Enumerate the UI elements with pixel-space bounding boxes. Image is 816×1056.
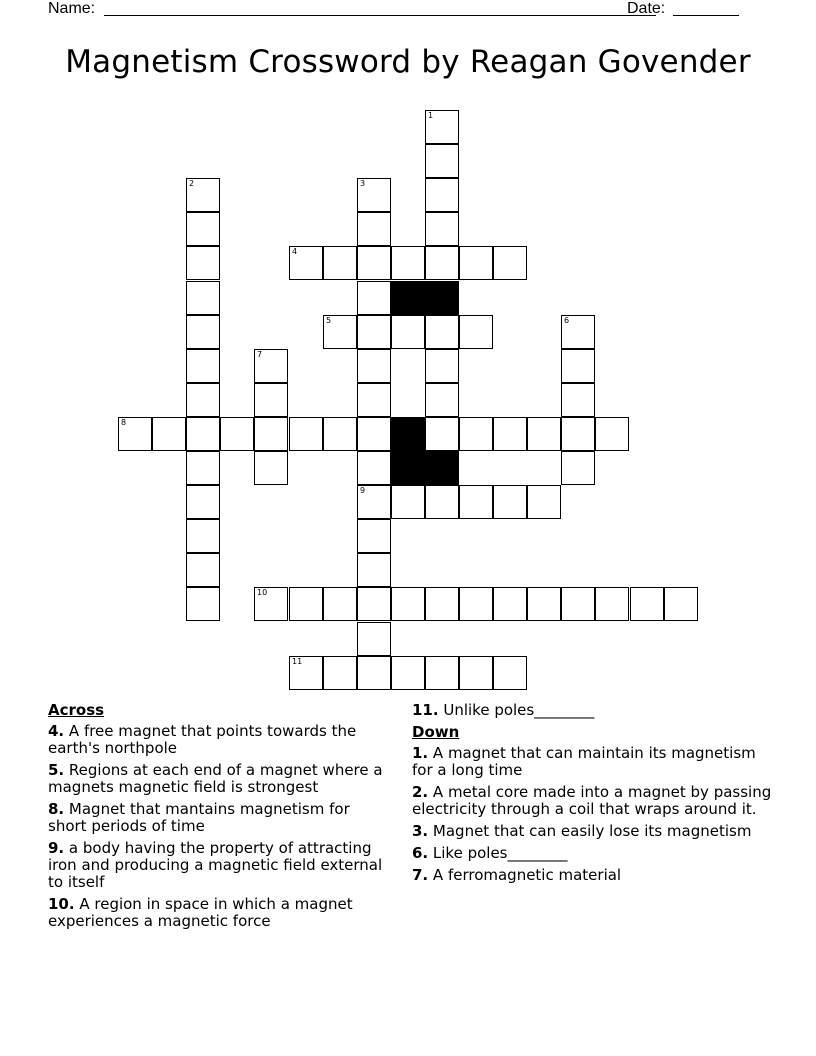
grid-cell[interactable] bbox=[425, 315, 459, 349]
clue-item bbox=[412, 702, 772, 719]
grid-cell[interactable] bbox=[391, 246, 425, 280]
grid-cell[interactable] bbox=[425, 178, 459, 212]
grid-cell[interactable] bbox=[493, 656, 527, 690]
grid-cell[interactable] bbox=[289, 656, 323, 690]
grid-cell[interactable] bbox=[357, 553, 391, 587]
clue-number-label: 6 bbox=[564, 316, 570, 325]
clue-item bbox=[412, 745, 772, 779]
grid-cell[interactable] bbox=[186, 417, 220, 451]
grid-cell[interactable] bbox=[357, 212, 391, 246]
clue-number-label: 9 bbox=[360, 486, 366, 495]
grid-cell[interactable] bbox=[493, 417, 527, 451]
clue-number: 8. bbox=[48, 800, 65, 818]
grid-cell[interactable] bbox=[357, 417, 391, 451]
grid-cell[interactable] bbox=[561, 417, 595, 451]
clue-item bbox=[48, 762, 393, 796]
clue-number-label: 8 bbox=[121, 418, 127, 427]
grid-cell[interactable] bbox=[425, 383, 459, 417]
clue-item bbox=[48, 840, 393, 891]
grid-cell[interactable] bbox=[186, 451, 220, 485]
grid-cell[interactable] bbox=[391, 656, 425, 690]
grid-cell[interactable] bbox=[186, 553, 220, 587]
grid-cell-blocked bbox=[425, 281, 459, 315]
grid-cell-blocked bbox=[391, 281, 425, 315]
clue-number: 5. bbox=[48, 761, 65, 779]
clue-number: 3. bbox=[412, 822, 429, 840]
grid-cell[interactable] bbox=[425, 110, 459, 144]
down-clue-list bbox=[412, 745, 772, 884]
grid-cell[interactable] bbox=[595, 417, 629, 451]
clue-item bbox=[48, 723, 393, 757]
grid-cell[interactable] bbox=[527, 417, 561, 451]
grid-cell[interactable] bbox=[186, 315, 220, 349]
clue-item bbox=[412, 823, 772, 840]
grid-cell[interactable] bbox=[561, 587, 595, 621]
grid-cell[interactable] bbox=[323, 315, 357, 349]
grid-cell[interactable] bbox=[459, 656, 493, 690]
grid-cell[interactable] bbox=[425, 587, 459, 621]
clue-text: A region in space in which a magnet experiences a magnetic force bbox=[48, 895, 353, 930]
grid-cell[interactable] bbox=[118, 417, 152, 451]
clue-number-label: 2 bbox=[189, 179, 195, 188]
clue-text: A magnet that can maintain its magnetism for a long time bbox=[412, 744, 756, 779]
clue-item bbox=[412, 784, 772, 818]
clue-text: Regions at each end of a magnet where a magnets magnetic field is strongest bbox=[48, 761, 383, 796]
grid-cell[interactable] bbox=[254, 587, 288, 621]
grid-cell[interactable] bbox=[357, 178, 391, 212]
grid-cell[interactable] bbox=[630, 587, 664, 621]
clue-number: 9. bbox=[48, 839, 65, 857]
grid-cell[interactable] bbox=[391, 315, 425, 349]
grid-cell[interactable] bbox=[357, 519, 391, 553]
grid-cell-blocked bbox=[391, 417, 425, 451]
grid-cell[interactable] bbox=[323, 656, 357, 690]
clue-text: A metal core made into a magnet by passing electricity through a coil that wraps around it. bbox=[412, 783, 772, 818]
clue-number: 7. bbox=[412, 866, 429, 884]
grid-cell[interactable] bbox=[357, 383, 391, 417]
grid-cell[interactable] bbox=[493, 485, 527, 519]
grid-cell[interactable] bbox=[186, 519, 220, 553]
grid-cell[interactable] bbox=[254, 417, 288, 451]
grid-cell[interactable] bbox=[425, 417, 459, 451]
across-clue-list-continued bbox=[412, 702, 772, 719]
clue-number: 2. bbox=[412, 783, 429, 801]
clue-item bbox=[412, 845, 772, 862]
grid-cell[interactable] bbox=[493, 587, 527, 621]
grid-cell[interactable] bbox=[152, 417, 186, 451]
clue-number: 1. bbox=[412, 744, 429, 762]
grid-cell[interactable] bbox=[527, 587, 561, 621]
grid-cell[interactable] bbox=[357, 622, 391, 656]
grid-cell-blocked bbox=[391, 451, 425, 485]
grid-cell[interactable] bbox=[254, 349, 288, 383]
clue-text: Unlike poles________ bbox=[438, 701, 595, 719]
grid-cell-blocked bbox=[425, 451, 459, 485]
grid-cell[interactable] bbox=[254, 383, 288, 417]
grid-cell[interactable] bbox=[186, 212, 220, 246]
across-clue-list bbox=[48, 723, 393, 930]
grid-cell[interactable] bbox=[425, 144, 459, 178]
grid-cell[interactable] bbox=[289, 587, 323, 621]
clue-text: Magnet that can easily lose its magnetism bbox=[428, 822, 752, 840]
clue-item bbox=[48, 801, 393, 835]
clue-number-label: 7 bbox=[257, 350, 263, 359]
grid-cell[interactable] bbox=[459, 315, 493, 349]
grid-cell[interactable] bbox=[425, 246, 459, 280]
grid-cell[interactable] bbox=[561, 451, 595, 485]
date-label: Date: bbox=[627, 0, 666, 17]
grid-cell[interactable] bbox=[595, 587, 629, 621]
grid-cell[interactable] bbox=[357, 656, 391, 690]
clue-number-label: 4 bbox=[292, 247, 298, 256]
grid-cell[interactable] bbox=[323, 587, 357, 621]
grid-cell[interactable] bbox=[186, 587, 220, 621]
page-title: Magnetism Crossword by Reagan Govender bbox=[65, 44, 751, 80]
grid-cell[interactable] bbox=[186, 178, 220, 212]
clue-number-label: 5 bbox=[326, 316, 332, 325]
name-label: Name: bbox=[48, 0, 96, 17]
grid-cell[interactable] bbox=[561, 349, 595, 383]
grid-cell[interactable] bbox=[186, 349, 220, 383]
grid-cell[interactable] bbox=[357, 281, 391, 315]
grid-cell[interactable] bbox=[323, 246, 357, 280]
grid-cell[interactable] bbox=[425, 656, 459, 690]
grid-cell[interactable] bbox=[289, 417, 323, 451]
clue-text: A ferromagnetic material bbox=[428, 866, 622, 884]
clue-text: a body having the property of attracting iron and producing a magnetic field external to itself bbox=[48, 839, 383, 891]
grid-cell[interactable] bbox=[425, 485, 459, 519]
grid-cell[interactable] bbox=[357, 451, 391, 485]
grid-cell[interactable] bbox=[459, 485, 493, 519]
grid-cell[interactable] bbox=[664, 587, 698, 621]
grid-cell[interactable] bbox=[357, 315, 391, 349]
grid-cell[interactable] bbox=[425, 349, 459, 383]
clue-text: Magnet that mantains magnetism for short periods of time bbox=[48, 800, 350, 835]
clue-text: A free magnet that points towards the earth's northpole bbox=[48, 722, 357, 757]
clue-item bbox=[412, 867, 772, 884]
grid-cell[interactable] bbox=[357, 485, 391, 519]
grid-cell[interactable] bbox=[289, 246, 323, 280]
grid-cell[interactable] bbox=[357, 246, 391, 280]
clues-column-right bbox=[412, 702, 772, 889]
grid-cell[interactable] bbox=[357, 587, 391, 621]
clue-text: Like poles________ bbox=[428, 844, 568, 862]
grid-cell[interactable] bbox=[186, 246, 220, 280]
grid-cell[interactable] bbox=[425, 212, 459, 246]
grid-cell[interactable] bbox=[527, 485, 561, 519]
grid-cell[interactable] bbox=[459, 246, 493, 280]
grid-cell[interactable] bbox=[186, 281, 220, 315]
clue-number: 4. bbox=[48, 722, 65, 740]
clue-number-label: 3 bbox=[360, 179, 366, 188]
grid-cell[interactable] bbox=[391, 587, 425, 621]
clue-number-label: 1 bbox=[428, 111, 434, 120]
clue-item bbox=[48, 896, 393, 930]
clue-number-label: 11 bbox=[292, 657, 303, 666]
grid-cell[interactable] bbox=[186, 383, 220, 417]
grid-cell[interactable] bbox=[323, 417, 357, 451]
down-heading: Down bbox=[412, 723, 460, 741]
grid-cell[interactable] bbox=[493, 246, 527, 280]
grid-cell[interactable] bbox=[459, 417, 493, 451]
clue-number: 10. bbox=[48, 895, 75, 913]
clue-number: 6. bbox=[412, 844, 429, 862]
clues-column-left bbox=[48, 702, 393, 935]
grid-cell[interactable] bbox=[220, 417, 254, 451]
grid-cell[interactable] bbox=[561, 315, 595, 349]
grid-cell[interactable] bbox=[561, 383, 595, 417]
clue-number: 11. bbox=[412, 701, 439, 719]
grid-cell[interactable] bbox=[357, 349, 391, 383]
grid-cell[interactable] bbox=[459, 587, 493, 621]
grid-cell[interactable] bbox=[254, 451, 288, 485]
across-heading: Across bbox=[48, 701, 105, 719]
grid-cell[interactable] bbox=[391, 485, 425, 519]
grid-cell[interactable] bbox=[186, 485, 220, 519]
clue-number-label: 10 bbox=[257, 588, 268, 597]
